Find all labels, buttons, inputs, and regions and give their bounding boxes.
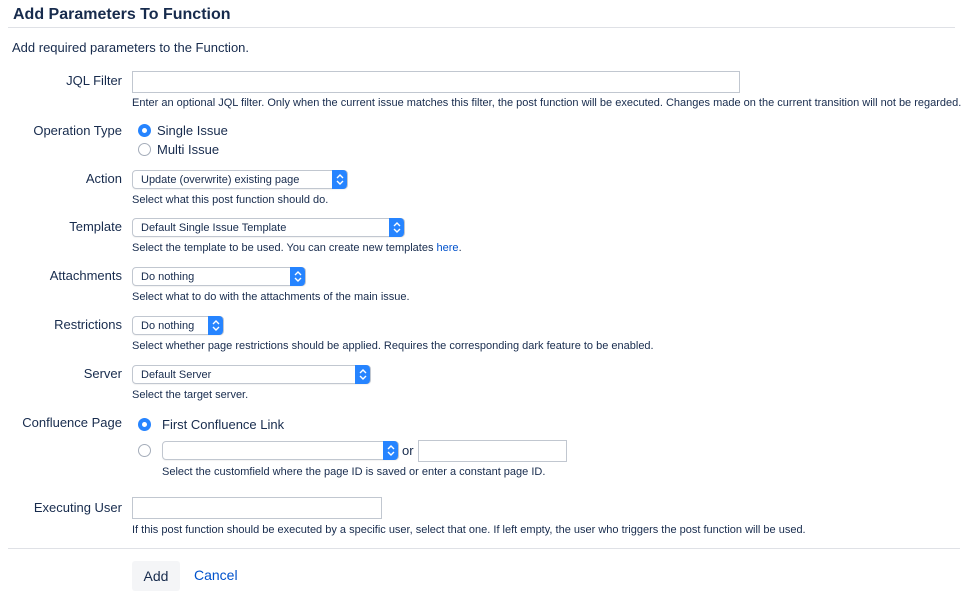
radio-checked-icon[interactable] (138, 124, 151, 137)
action-select-value: Update (overwrite) existing page (141, 173, 300, 186)
action-help: Select what this post function should do. (132, 194, 329, 206)
select-chevron-icon (332, 170, 347, 189)
restrictions-select[interactable] (132, 316, 224, 335)
radio-multi-issue-label: Multi Issue (157, 142, 220, 157)
radio-single-issue[interactable] (138, 123, 228, 138)
confluence-page-label: Confluence Page (22, 415, 122, 430)
add-button[interactable]: Add (132, 561, 180, 591)
intro-text: Add required parameters to the Function. (12, 40, 250, 55)
or-text: or (402, 443, 414, 458)
executing-user-label: Executing User (33, 500, 122, 515)
radio-customfield[interactable] (138, 444, 157, 457)
radio-first-confluence-link[interactable] (138, 417, 284, 432)
template-help-suffix: . (458, 242, 462, 254)
executing-user-input[interactable] (132, 497, 382, 519)
action-label: Action (85, 171, 122, 186)
create-template-link[interactable]: here (436, 242, 459, 254)
radio-multi-issue[interactable] (138, 142, 219, 157)
select-chevron-icon (389, 218, 404, 237)
action-select[interactable] (132, 170, 348, 189)
jql-filter-help: Enter an optional JQL filter. Only when the current issue matches this filter, the post function will be executed. Changes made on the current transition will not be regarded. (132, 97, 962, 109)
attachments-help: Select what to do with the attachments of the main issue. (132, 291, 410, 303)
radio-single-issue-label: Single Issue (157, 123, 228, 138)
select-chevron-icon (355, 365, 370, 384)
attachments-label: Attachments (49, 268, 122, 283)
radio-first-confluence-link-label: First Confluence Link (162, 417, 285, 432)
footer-divider (8, 548, 960, 549)
customfield-select[interactable] (162, 441, 399, 460)
confluence-page-help: Select the customfield where the page ID is saved or enter a constant page ID. (162, 466, 546, 478)
cancel-link[interactable]: Cancel (194, 567, 238, 583)
attachments-select[interactable] (132, 267, 306, 286)
template-select-value: Default Single Issue Template (141, 221, 287, 234)
template-label: Template (69, 219, 122, 234)
template-help-text: Select the template to be used. You can create new templates (132, 242, 437, 254)
template-select[interactable] (132, 218, 405, 237)
server-select-value: Default Server (141, 368, 212, 381)
title-divider (8, 27, 955, 28)
server-label: Server (83, 366, 122, 381)
page-id-input[interactable] (418, 440, 567, 462)
attachments-select-value: Do nothing (141, 270, 195, 283)
operation-type-label: Operation Type (33, 123, 122, 138)
page-title: Add Parameters To Function (13, 6, 231, 23)
server-help: Select the target server. (132, 389, 249, 401)
restrictions-help: Select whether page restrictions should be applied. Requires the corresponding dark feature to be enabled. (132, 340, 654, 352)
jql-filter-label: JQL Filter (66, 73, 122, 88)
select-chevron-icon (383, 441, 398, 460)
executing-user-help: If this post function should be executed by a specific user, select that one. If left empty, the user who triggers the post function will be used. (132, 524, 806, 536)
template-help (132, 242, 462, 254)
select-chevron-icon (290, 267, 305, 286)
restrictions-label: Restrictions (54, 317, 122, 332)
select-chevron-icon (208, 316, 223, 335)
radio-unchecked-icon[interactable] (138, 444, 151, 457)
jql-filter-input[interactable] (132, 71, 740, 93)
restrictions-select-value: Do nothing (141, 319, 195, 332)
server-select[interactable] (132, 365, 371, 384)
radio-checked-icon[interactable] (138, 418, 151, 431)
radio-unchecked-icon[interactable] (138, 143, 151, 156)
